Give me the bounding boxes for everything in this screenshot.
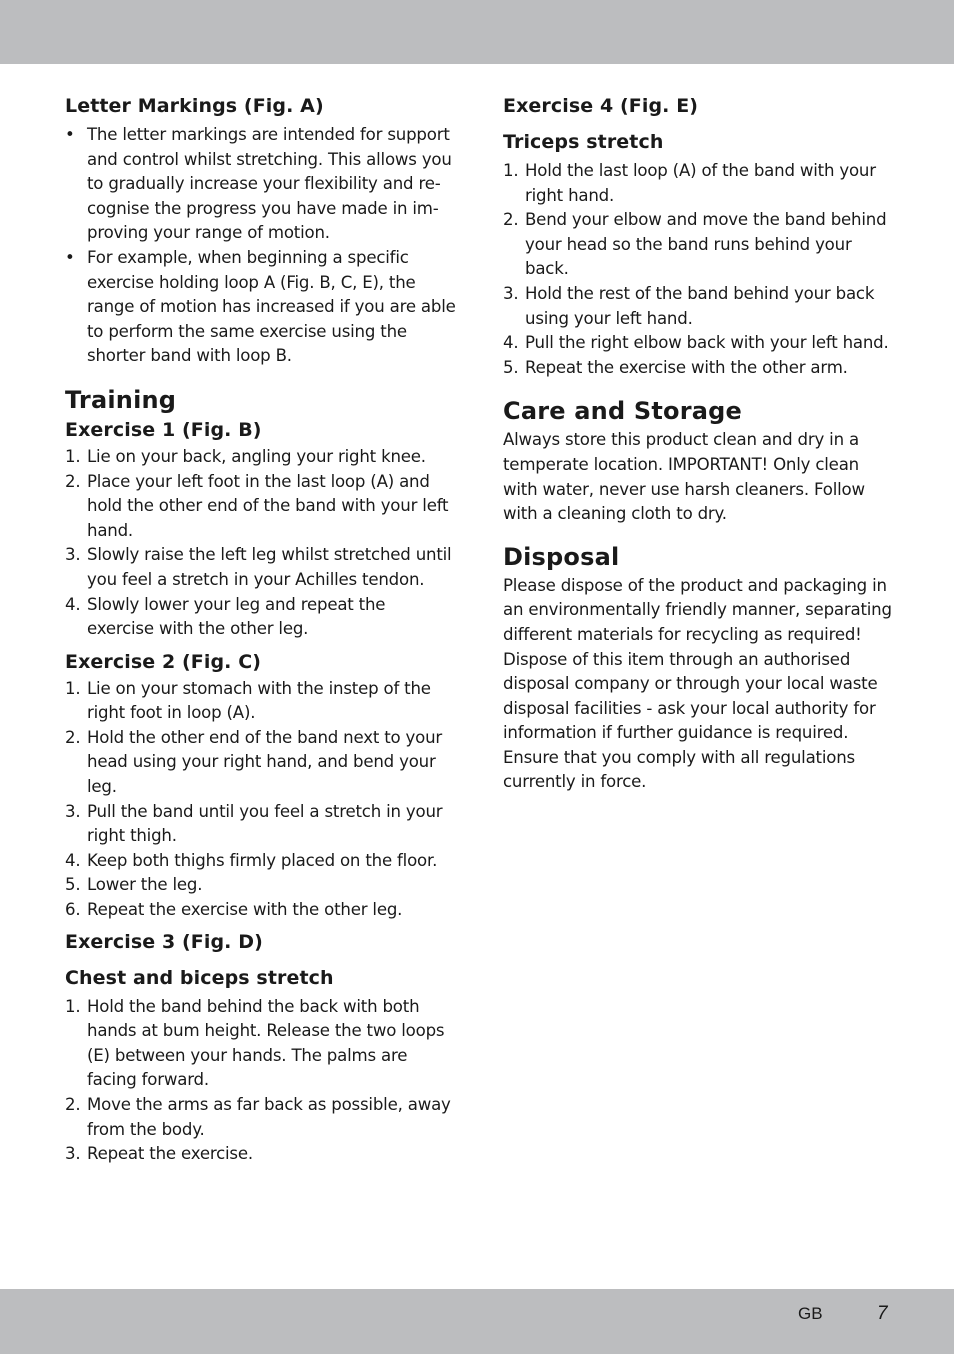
bullet-icon: • [65, 247, 75, 267]
exercise-2-steps [65, 677, 457, 923]
list-item: • The letter markings are intended for support and control whilst stretching. This allows you to gradually increase your flexibility and recognise the progress you have made in improving your range of motion. [65, 125, 452, 243]
list-item: 2. Move the arms as far back as possible, away from the body. [65, 1095, 451, 1139]
list-number: 4. [65, 594, 81, 614]
list-item: 5. Lower the leg. [65, 873, 457, 898]
list-number: 2. [65, 471, 81, 491]
list-number: 3. [65, 801, 81, 821]
exercise-3-heading: Exercise 3 (Fig. D) [65, 930, 263, 953]
care-storage-text: Always store this product clean and dry in a temperate location. IMPORTANT! Only clean with water, never use harsh cleaners. Follow with a cleaning cloth to dry. [503, 430, 865, 524]
disposal-text: Please dispose of the product and packaging in an environmentally friendly manner, separating different materials for recycling as required! Dispose of this item through an authorised disposal company or through your local waste disposal facilities - ask your local authority for information if further guidance is required. Ensure that you comply with all regulations currently in force. [503, 575, 892, 792]
exercise-4-subheading: Triceps stretch [503, 131, 664, 153]
list-number: 1. [503, 161, 519, 180]
page-number: 7 [877, 1303, 888, 1324]
list-number: 1. [65, 446, 81, 466]
list-item: • For example, when beginning a specific exercise holding loop A (Fig. B, C, E), the range of motion has increased if you are able to perform the same exercise using the shorter band with loop B. [65, 247, 456, 366]
list-number: 4. [65, 850, 81, 870]
list-item: 1. Hold the last loop (A) of the band with your right hand. [503, 161, 876, 205]
exercise-3-steps [65, 995, 457, 1167]
exercise-1-heading: Exercise 1 (Fig. B) [65, 418, 262, 441]
list-item: 4. Keep both thighs firmly placed on the floor. [65, 849, 457, 874]
list-number: 5. [503, 357, 519, 377]
exercise-3-subheading: Chest and biceps stretch [65, 966, 334, 989]
list-number: 1. [65, 678, 81, 698]
letter-markings-list [65, 123, 457, 369]
exercise-4-steps [503, 159, 895, 380]
list-number: 1. [65, 996, 81, 1016]
list-item: 3. Repeat the exercise. [65, 1142, 457, 1167]
care-storage-heading: Care and Storage [503, 397, 743, 426]
exercise-2-heading: Exercise 2 (Fig. C) [65, 650, 262, 673]
language-code: GB [798, 1304, 823, 1323]
disposal-heading: Disposal [503, 542, 620, 571]
list-item: 5. Repeat the exercise with the other arm. [503, 356, 895, 381]
list-item: 1. Lie on your stomach with the instep of the right foot in loop (A). [65, 678, 431, 723]
list-number: 4. [503, 333, 519, 353]
training-heading: Training [65, 385, 177, 414]
bullet-icon: • [65, 125, 75, 144]
list-number: 5. [65, 875, 81, 895]
exercise-1-steps [65, 445, 457, 642]
list-item: 1. Lie on your back, angling your right knee. [65, 445, 457, 470]
list-number: 3. [65, 1144, 81, 1164]
list-number: 2. [65, 727, 81, 747]
exercise-4-heading: Exercise 4 (Fig. E) [503, 95, 699, 117]
list-number: 3. [503, 283, 519, 303]
list-number: 2. [65, 1095, 81, 1114]
list-number: 3. [65, 545, 81, 565]
left-column [65, 92, 457, 1167]
list-item: 2. Place your left foot in the last loop (A) and hold the other end of the band with your left hand. [65, 471, 449, 540]
list-item: 4. Slowly lower your leg and repeat the exercise with the other leg. [65, 594, 386, 639]
list-item: 2. Hold the other end of the band next to your head using your right hand, and bend your leg. [65, 727, 443, 797]
list-item: 3. Slowly raise the left leg whilst stretched until you feel a stretch in your Achilles tendon. [65, 545, 452, 589]
list-item: 2. Bend your elbow and move the band behind your head so the band runs behind your back. [503, 210, 887, 279]
list-number: 6. [65, 900, 81, 920]
list-item: 6. Repeat the exercise with the other leg. [65, 898, 457, 923]
right-column [503, 92, 895, 795]
list-item: 3. Pull the band until you feel a stretch in your right thigh. [65, 801, 443, 846]
list-item: 4. Pull the right elbow back with your left hand. [503, 331, 895, 356]
list-item: 1. Hold the band behind the back with both hands at bum height. Release the two loops (E) between your hands. The palms are facing forward. [65, 996, 445, 1090]
list-item: 3. Hold the rest of the band behind your back using your left hand. [503, 283, 875, 328]
list-number: 2. [503, 210, 519, 230]
letter-markings-heading: Letter Markings (Fig. A) [65, 95, 324, 117]
header-band [0, 0, 954, 64]
